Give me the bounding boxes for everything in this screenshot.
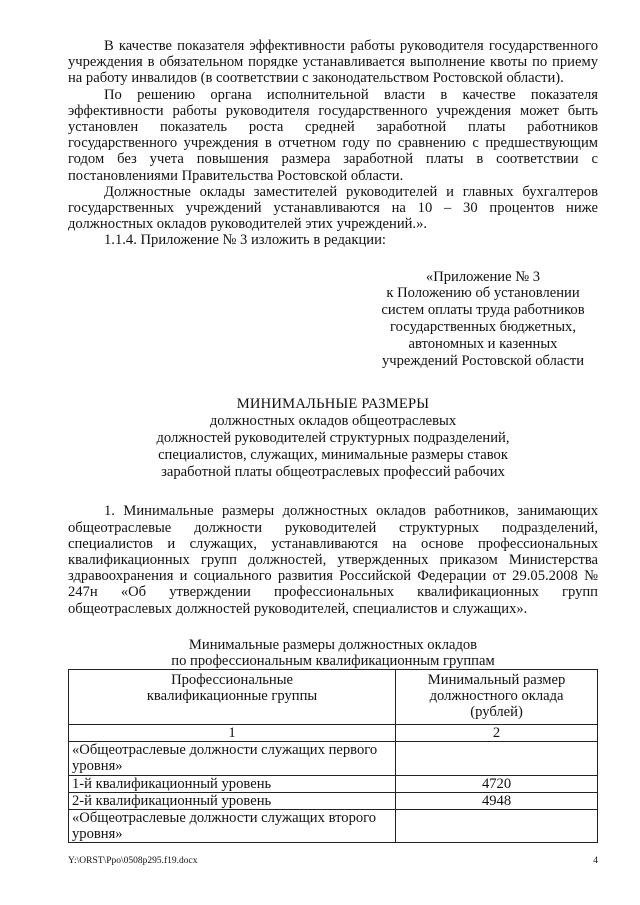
column-number: 1: [69, 725, 396, 742]
group-cell: «Общеотраслевые должности служащих первого уровня»: [69, 742, 396, 775]
appendix-heading: [368, 269, 598, 370]
title-line: должностных окладов общеотраслевых: [209, 413, 457, 430]
title-line: специалистов, служащих, минимальные размеры ставок: [158, 447, 508, 464]
group-cell: «Общеотраслевые должности служащих второго уровня»: [69, 810, 396, 843]
table-row: [69, 810, 598, 843]
appendix-line: «Приложение № 3: [425, 268, 541, 285]
document-title: [68, 396, 598, 481]
paragraph-quota: В качестве показателя эффективности работы руководителя государственного учреждения в обязательном порядке устанавливается выполнение квоты по приему на работу инвалидов (в соответствии с законодательством Ростовской области).: [68, 38, 598, 87]
table-row: [69, 792, 598, 809]
title-main: МИНИМАЛЬНЫЕ РАЗМЕРЫ: [236, 396, 430, 413]
appendix-line: автономных и казенных: [408, 335, 558, 352]
appendix-line: учреждений Ростовской области: [381, 352, 585, 369]
paragraph-appendix-intro: 1.1.4. Приложение № 3 изложить в редакции:: [104, 232, 386, 249]
value-cell: [396, 810, 598, 843]
salary-table: [68, 669, 598, 843]
document-page: [68, 38, 598, 670]
header-groups: [69, 670, 396, 725]
table-row: [69, 775, 598, 792]
header-salary: [396, 670, 598, 725]
appendix-line: систем оплаты труда работников: [381, 302, 585, 319]
appendix-line: государственных бюджетных,: [390, 319, 576, 336]
table-header-row: [69, 670, 598, 725]
header-salary-line: Минимальный размер: [427, 672, 566, 688]
value-cell: 4948: [396, 792, 598, 809]
paragraph-minimal-sizes: 1. Минимальные размеры должностных окладов работников, занимающих общеотраслевые должности руководителей структурных подразделений, специалистов и служащих, устанавливаются на основе профессиональных квалификационных групп должностей, утвержденных приказом Министерства здравоохранения и социального развития Российской Федерации от 29.05.2008 № 247н «Об утверждении профессиональных квалификационных групп общеотраслевых должностей руководителей, специалистов и служащих».: [68, 503, 598, 617]
group-cell: 2-й квалификационный уровень: [69, 792, 396, 809]
table-caption-line: по профессиональным квалификационным группам: [171, 653, 495, 670]
table-numbering-row: [69, 725, 598, 742]
title-line: должностей руководителей структурных подразделений,: [156, 430, 510, 447]
header-salary-line: (рублей): [470, 704, 523, 721]
header-groups-line: квалификационные группы: [146, 688, 318, 705]
table-row: [69, 742, 598, 775]
group-cell: 1-й квалификационный уровень: [69, 775, 396, 792]
value-cell: 4720: [396, 775, 598, 792]
value-cell: [396, 742, 598, 775]
paragraph-salary-growth: По решению органа исполнительной власти в качестве показателя эффективности работы руководителя государственного учреждения может быть установлен показатель роста средней заработной платы работников государственного учреждения в отчетном году по сравнению с предшествующим годом без учета повышения размера заработной платы в соответствии с постановлениями Правительства Ростовской области.: [68, 86, 598, 184]
page-number: 4: [593, 856, 598, 866]
file-path: Y:\ORST\Ppo\0508p295.f19.docx: [68, 856, 198, 866]
header-groups-line: Профессиональные: [171, 672, 294, 688]
header-salary-line: должностного оклада: [429, 688, 564, 705]
appendix-line: к Положению об установлении: [386, 285, 580, 302]
table-caption: [68, 637, 598, 670]
paragraph-deputies: Должностные оклады заместителей руководителей и главных бухгалтеров государственных учреждений устанавливаются на 10 – 30 процентов ниже должностных окладов руководителей этих учреждений.».: [68, 183, 598, 233]
column-number: 2: [396, 725, 598, 742]
table-caption-line: Минимальные размеры должностных окладов: [188, 636, 478, 653]
title-line: заработной платы общеотраслевых профессий рабочих: [161, 464, 505, 481]
page-footer: [68, 856, 598, 866]
